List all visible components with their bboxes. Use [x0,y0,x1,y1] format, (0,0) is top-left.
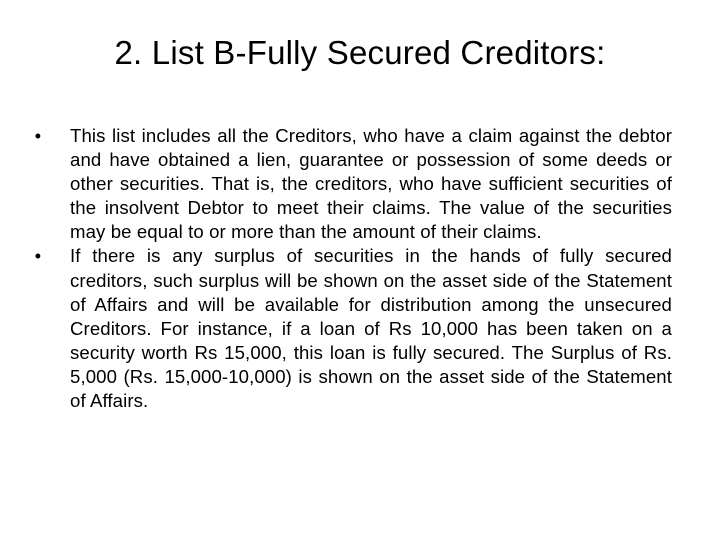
bullet-text: This list includes all the Creditors, who have a claim against the debtor and have obtained a lien, guarantee or possession of some deeds or other securities. That is, the creditors, who have sufficient securities of the insolvent Debtor to meet their claims. The value of the securities may be equal to or more than the amount of their claims. [70,125,672,243]
bullet-item [30,124,672,244]
slide-title: 2. List B-Fully Secured Creditors: [114,34,606,71]
bullet-icon: • [34,246,42,267]
bullet-icon: • [34,126,42,146]
bullet-list [30,124,672,413]
bullet-text: If there is any surplus of securities in the hands of fully secured creditors, such surplus will be shown on the asset side of the Statement of Affairs and will be available for distribution among the unsecured Creditors. For instance, if a loan of Rs 10,000 has been taken on a security worth Rs 15,000, this loan is fully secured. The Surplus of Rs. 5,000 (Rs. 15,000-10,000) is shown on the asset side of the Statement of Affairs. [70,245,672,412]
bullet-item [30,244,672,413]
